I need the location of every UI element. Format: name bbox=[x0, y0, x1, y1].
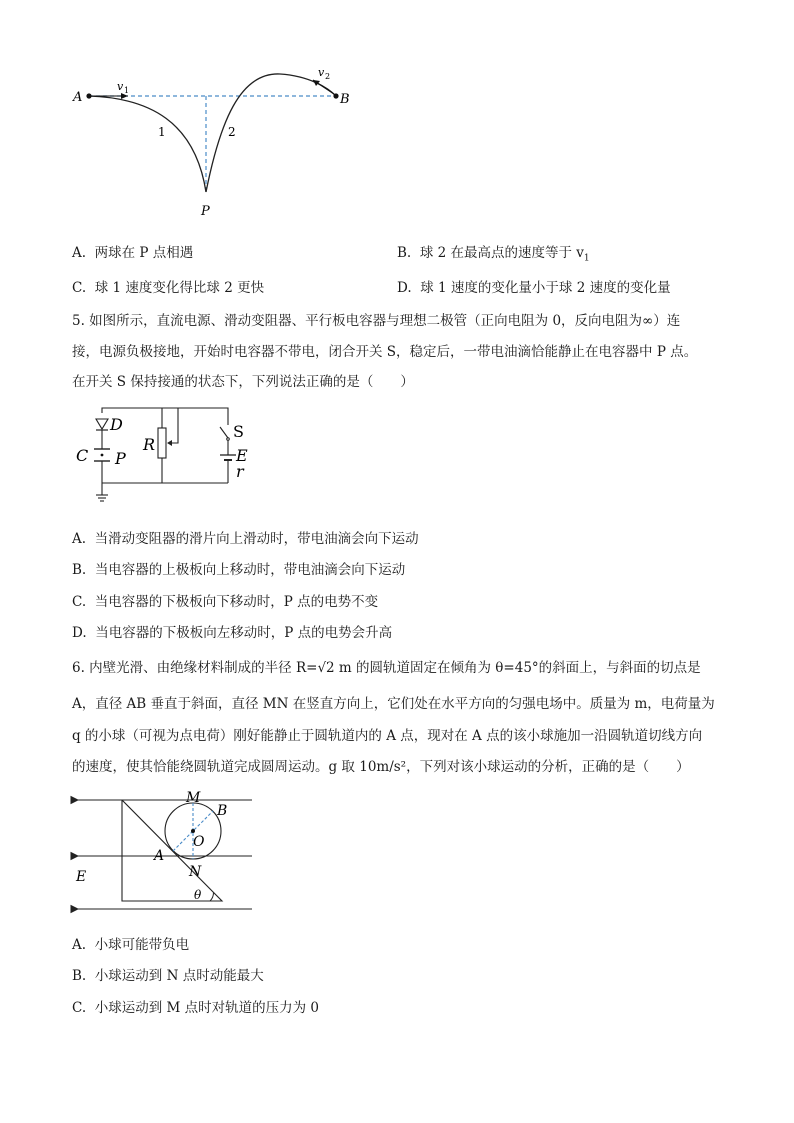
option-key: C. bbox=[72, 594, 87, 610]
q6-circle-track-figure bbox=[70, 785, 260, 915]
q5-stem-line-2: 接，电源负极接地，开始时电容器不带电，闭合开关 S，稳定后，一带电油滴恰能静止在电容器中 P 点。 bbox=[72, 344, 698, 360]
label-e: E bbox=[236, 446, 248, 465]
q4-option-d bbox=[397, 276, 671, 296]
option-text: 小球运动到 N 点时动能最大 bbox=[94, 968, 264, 984]
label-v2-sub: 2 bbox=[325, 72, 331, 81]
option-text: 小球运动到 M 点时对轨道的压力为 0 bbox=[94, 1000, 320, 1016]
theta-arc bbox=[210, 893, 214, 902]
option-text: 当电容器的上极板向上移动时，带电油滴会向下运动 bbox=[94, 562, 406, 578]
label-theta: θ bbox=[194, 888, 202, 902]
label-d: D bbox=[110, 415, 123, 434]
q5-option-d bbox=[72, 621, 392, 641]
q6-option-a bbox=[72, 933, 189, 953]
label-r-internal: r bbox=[236, 462, 244, 481]
q5-option-a bbox=[72, 527, 419, 547]
label-curve-2: 2 bbox=[228, 125, 236, 139]
q6-option-c bbox=[72, 996, 319, 1016]
label-p: P bbox=[115, 449, 126, 468]
label-v1: v bbox=[117, 80, 124, 93]
q6-stem-line-2: A，直径 AB 垂直于斜面，直径 MN 在竖直方向上，它们处在水平方向的匀强电场中。质量为 m，电荷量为 bbox=[72, 696, 715, 712]
label-s: S bbox=[233, 422, 244, 441]
point-b bbox=[333, 93, 338, 98]
label-p: P bbox=[201, 204, 210, 219]
option-key: C. bbox=[72, 280, 87, 296]
option-text: 球 2 在最高点的速度等于 v bbox=[419, 245, 584, 261]
option-key: C. bbox=[72, 1000, 87, 1016]
switch-contact bbox=[227, 438, 230, 441]
label-v1-sub: 1 bbox=[124, 86, 130, 95]
q6-stem-line-4: 的速度，使其恰能绕圆轨道完成圆周运动。g 取 10m/s²，下列对该小球运动的分析，正确的是（ ） bbox=[72, 759, 690, 775]
q4-option-a bbox=[72, 241, 193, 261]
q6-stem-line-1: 6. 内壁光滑、由绝缘材料制成的半径 R=√2 m 的圆轨道固定在倾角为 θ=45°的斜面上，与斜面的切点是 bbox=[72, 660, 701, 676]
option-text: 当电容器的下极板向左移动时，P 点的电势会升高 bbox=[95, 625, 393, 641]
diode-symbol bbox=[96, 419, 108, 429]
option-key: A. bbox=[72, 245, 87, 261]
q5-option-b bbox=[72, 558, 405, 578]
q6-stem-line-3: q 的小球（可视为点电荷）刚好能静止于圆轨道内的 A 点，现对在 A 点的该小球施加一沿圆轨道切线方向 bbox=[72, 728, 703, 744]
label-c: C bbox=[76, 446, 89, 465]
q5-stem-line-1: 5. 如图所示，直流电源、滑动变阻器、平行板电容器与理想二极管（正向电阻为 0，反向电阻为∞）连 bbox=[72, 313, 681, 329]
center-o bbox=[191, 829, 195, 833]
option-sub: 1 bbox=[583, 253, 590, 264]
option-text: 当滑动变阻器的滑片向上滑动时，带电油滴会向下运动 bbox=[94, 531, 419, 547]
q5-circuit-figure bbox=[70, 405, 260, 505]
option-key: B. bbox=[72, 968, 87, 984]
option-key: A. bbox=[72, 937, 87, 953]
label-n: N bbox=[189, 864, 202, 880]
option-text: 球 1 速度的变化量小于球 2 速度的变化量 bbox=[420, 280, 671, 296]
option-key: B. bbox=[72, 562, 87, 578]
v2-arrowhead bbox=[313, 80, 320, 86]
q5-option-c bbox=[72, 590, 378, 610]
label-r-rheostat: R bbox=[143, 435, 156, 454]
option-key: B. bbox=[397, 245, 412, 261]
label-o: O bbox=[193, 834, 205, 850]
q5-stem-line-3: 在开关 S 保持接通的状态下，下列说法正确的是（ ） bbox=[72, 374, 414, 390]
q6-option-b bbox=[72, 964, 264, 984]
label-v2: v bbox=[318, 66, 325, 79]
option-key: D. bbox=[397, 280, 412, 296]
label-curve-1: 1 bbox=[158, 125, 166, 139]
q4-option-c bbox=[72, 276, 264, 296]
option-key: D. bbox=[72, 625, 87, 641]
trajectory-1 bbox=[89, 96, 206, 192]
option-text: 当电容器的下极板向下移动时，P 点的电势不变 bbox=[94, 594, 379, 610]
option-key: A. bbox=[72, 531, 87, 547]
incline bbox=[122, 800, 222, 901]
label-a: A bbox=[154, 848, 165, 864]
option-text: 小球可能带负电 bbox=[94, 937, 190, 953]
q4-trajectory-figure bbox=[70, 62, 370, 222]
rheostat-slider bbox=[168, 408, 178, 443]
oil-drop-point bbox=[101, 454, 104, 457]
slider-arrowhead bbox=[167, 440, 172, 446]
switch-blade bbox=[220, 427, 228, 438]
label-m: M bbox=[186, 790, 201, 806]
q4-option-b bbox=[397, 241, 590, 264]
option-text: 球 1 速度变化得比球 2 更快 bbox=[94, 280, 265, 296]
label-b: B bbox=[340, 92, 350, 107]
rheostat bbox=[158, 428, 166, 458]
option-text: 两球在 P 点相遇 bbox=[94, 245, 194, 261]
label-e: E bbox=[76, 869, 87, 885]
label-a: A bbox=[73, 90, 83, 105]
trajectory-2 bbox=[206, 74, 336, 192]
label-b: B bbox=[217, 803, 228, 819]
